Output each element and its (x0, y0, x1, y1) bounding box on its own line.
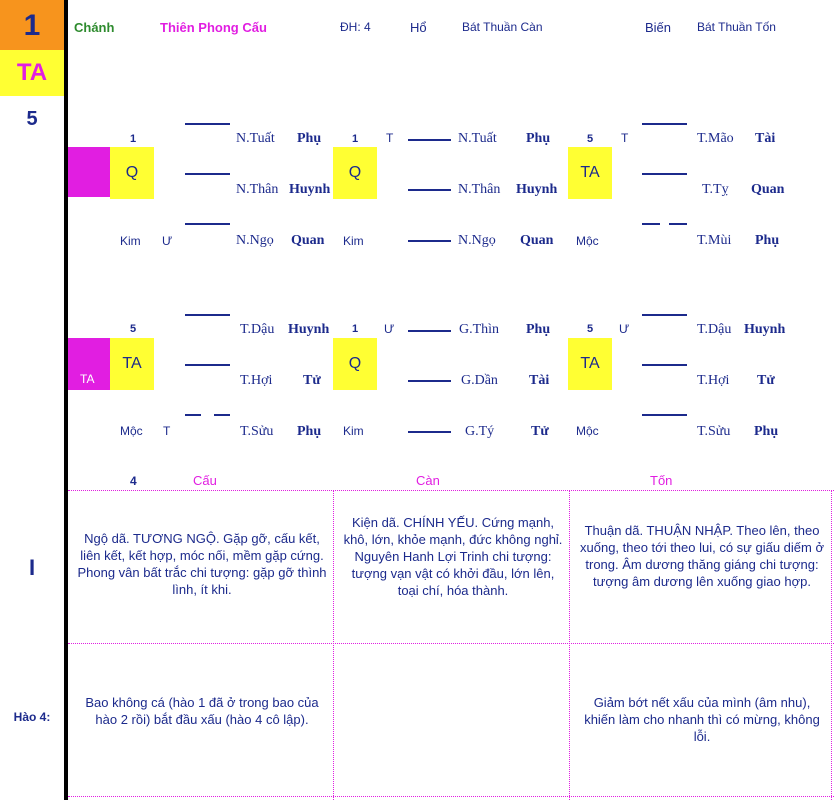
relation-label: Huynh (288, 322, 330, 337)
branch-label: T.Hợi (240, 373, 273, 388)
relation-label: Huynh (516, 182, 558, 197)
relation-label: Quan (751, 182, 785, 197)
relation-label: Phụ (297, 131, 322, 146)
element-label: Mộc (576, 234, 599, 248)
relation-label: Tài (755, 131, 776, 146)
yellow-cell: Q (333, 147, 377, 199)
branch-label: N.Thân (236, 182, 279, 197)
grid-line (333, 490, 334, 800)
relation-label: Phụ (526, 131, 551, 146)
cau-label: Cấu (193, 473, 217, 488)
element-label: Kim (343, 424, 364, 438)
grid-line (68, 796, 834, 797)
relation-label: Phụ (755, 233, 780, 248)
pink-cell (68, 338, 110, 390)
bien-hexagram: Bát Thuần Tốn (697, 20, 776, 34)
group-number: 5 (130, 323, 137, 335)
yang-line (642, 364, 687, 366)
yang-line (642, 414, 687, 416)
marker-label: Ư (619, 322, 630, 336)
ho-hexagram: Bát Thuần Càn (462, 20, 543, 34)
yang-line (642, 123, 687, 125)
ton-description: Thuận dã. THUẬN NHẬP. Theo lên, theo xuống, theo tới theo lui, có sự giấu diếm ở trong. Âm dương thăng giáng chi tượng: tượng âm dương lên xuống giao hợp. (580, 523, 824, 589)
marker-label: Ư (162, 234, 173, 248)
relation-label: Quan (291, 233, 325, 248)
relation-label: Tử (757, 373, 775, 388)
branch-label: T.Tỵ (702, 182, 729, 197)
relation-label: Huynh (289, 182, 331, 197)
branch-label: T.Mão (697, 131, 734, 146)
branch-label: T.Dậu (240, 322, 275, 337)
yin-line-right (214, 414, 230, 416)
element-label: Kim (343, 234, 364, 248)
branch-label: T.Sửu (697, 424, 731, 439)
yang-line (408, 139, 451, 141)
yellow-cell: Q (333, 338, 377, 390)
group-number: 5 (587, 323, 594, 335)
relation-label: Tử (303, 373, 321, 388)
marker-label: T (386, 131, 394, 145)
hexagram-name: Thiên Phong Cấu (160, 20, 267, 35)
marker-label: Ư (384, 322, 395, 336)
group-number: 1 (352, 323, 359, 335)
yang-line (185, 173, 230, 175)
relation-label: Tài (529, 373, 550, 388)
yang-line (408, 431, 451, 433)
group-number: 1 (130, 133, 137, 145)
relation-label: Huynh (744, 322, 786, 337)
can-description: Kiện dã. CHÍNH YẾU. Cứng mạnh, khô, lớn, khỏe mạnh, đức không nghỉ. Nguyên Hanh Lợi Trinh chi tượng: tượng vạn vật có khởi đầu, lớn lên, toại chí, hóa thành. (343, 515, 563, 598)
bien-label: Biến (645, 20, 672, 35)
pink-cell (68, 147, 110, 197)
yellow-cell: TA (110, 338, 154, 390)
yellow-cell: TA (568, 147, 612, 199)
yang-line (185, 364, 230, 366)
marker-label: T (621, 131, 629, 145)
branch-label: T.Mùi (697, 233, 732, 248)
yang-line (408, 240, 451, 242)
hao-number: 4 (130, 474, 137, 488)
group-number: 5 (587, 133, 594, 145)
yellow-cell: Q (110, 147, 154, 199)
yin-line-left (185, 414, 201, 416)
yang-line (185, 314, 230, 316)
branch-label: G.Tý (465, 424, 495, 439)
branch-label: T.Sửu (240, 424, 274, 439)
grid-line (68, 643, 834, 644)
relation-label: Phụ (297, 424, 322, 439)
branch-label: G.Dần (461, 373, 498, 388)
element-label: Mộc (120, 424, 143, 438)
branch-label: N.Thân (458, 182, 501, 197)
yang-line (408, 189, 451, 191)
relation-label: Phụ (754, 424, 779, 439)
yin-line-left (642, 223, 660, 225)
yang-line (642, 173, 687, 175)
number-5: 5 (26, 108, 38, 130)
can-label: Càn (416, 473, 440, 488)
branch-label: N.Tuất (458, 131, 497, 146)
relation-label: Phụ (526, 322, 551, 337)
branch-label: N.Tuất (236, 131, 275, 146)
relation-label: Tử (531, 424, 549, 439)
yin-line-right (669, 223, 687, 225)
yang-line (185, 123, 230, 125)
hao-left-description: Bao không cá (hào 1 đã ở trong bao của hào 2 rồi) bắt đầu xấu (hào 4 cô lập). (85, 695, 319, 727)
branch-label: T.Hợi (697, 373, 730, 388)
marker-label: T (163, 424, 171, 438)
column-divider (64, 0, 68, 800)
hao-4-label: Hào 4: (13, 710, 51, 724)
dh-label: ĐH: 4 (340, 20, 371, 34)
element-label: Mộc (576, 424, 599, 438)
branch-label: G.Thìn (459, 322, 500, 337)
branch-label: N.Ngọ (236, 233, 274, 248)
grid-line (831, 490, 832, 800)
yellow-cell: TA (568, 338, 612, 390)
cau-description: Ngộ dã. TƯƠNG NGỘ. Gặp gỡ, cấu kết, liên kết, kết hợp, móc nối, mềm gặp cứng. Phong vân bất trắc chi tượng: gặp gỡ thình lình, ít khi. (77, 531, 327, 597)
group-number: 1 (352, 133, 359, 145)
element-label: Kim (120, 234, 141, 248)
yang-line (185, 223, 230, 225)
section-i-label: I (28, 555, 36, 580)
grid-line (569, 490, 570, 800)
ho-label: Hổ (410, 20, 427, 35)
relation-label: Quan (520, 233, 554, 248)
grid-line (68, 490, 834, 491)
pink-cell-label: TA (80, 372, 95, 386)
number-box: 1 (0, 0, 64, 50)
yang-line (408, 380, 451, 382)
ta-box: TA (0, 50, 64, 96)
ton-label: Tốn (650, 473, 673, 488)
chanh-label: Chánh (74, 20, 115, 35)
branch-label: N.Ngọ (458, 233, 496, 248)
yang-line (408, 330, 451, 332)
hao-right-description: Giảm bớt nết xấu của mình (âm nhu), khiến làm cho nhanh thì có mừng, không lỗi. (584, 695, 820, 744)
yang-line (642, 314, 687, 316)
branch-label: T.Dậu (697, 322, 732, 337)
